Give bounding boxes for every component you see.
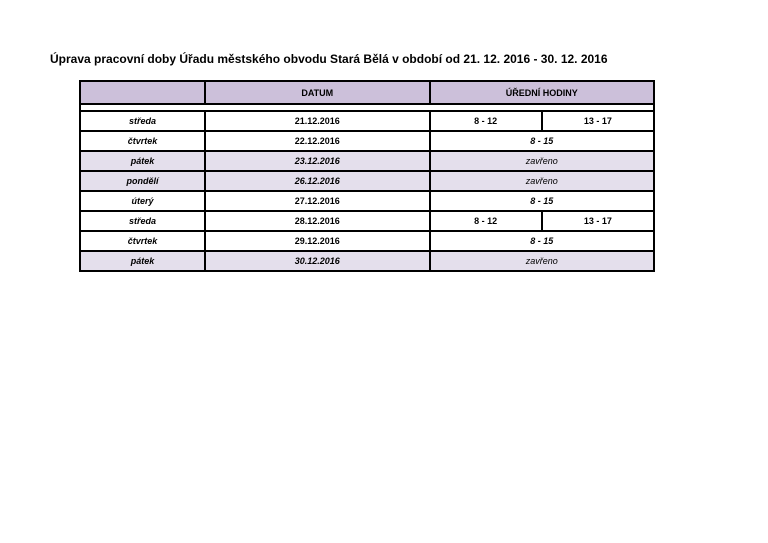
hours-cell: zavřeno — [430, 251, 655, 271]
day-cell: pátek — [80, 151, 205, 171]
date-cell: 29.12.2016 — [205, 231, 429, 251]
day-cell: čtvrtek — [80, 231, 205, 251]
table-header-row — [80, 81, 654, 104]
table-row — [80, 211, 654, 231]
hours-afternoon-cell: 13 - 17 — [542, 111, 654, 131]
table-row — [80, 191, 654, 211]
day-cell: pátek — [80, 251, 205, 271]
header-hours-cell: ÚŘEDNÍ HODINY — [430, 81, 655, 104]
office-hours-table — [79, 80, 655, 272]
hours-cell: 8 - 15 — [430, 131, 655, 151]
date-cell: 28.12.2016 — [205, 211, 429, 231]
date-cell: 26.12.2016 — [205, 171, 429, 191]
hours-afternoon-cell: 13 - 17 — [542, 211, 654, 231]
hours-morning-cell: 8 - 12 — [430, 211, 542, 231]
hours-morning-cell: 8 - 12 — [430, 111, 542, 131]
day-cell: úterý — [80, 191, 205, 211]
header-date-cell: DATUM — [205, 81, 429, 104]
hours-cell: 8 - 15 — [430, 231, 655, 251]
hours-cell: 8 - 15 — [430, 191, 655, 211]
day-cell: pondělí — [80, 171, 205, 191]
hours-cell: zavřeno — [430, 151, 655, 171]
day-cell: středa — [80, 111, 205, 131]
table-row — [80, 131, 654, 151]
day-cell: středa — [80, 211, 205, 231]
date-cell: 27.12.2016 — [205, 191, 429, 211]
date-cell: 30.12.2016 — [205, 251, 429, 271]
table-spacer-row — [80, 104, 654, 111]
table-row — [80, 171, 654, 191]
table-row — [80, 151, 654, 171]
table-row — [80, 251, 654, 271]
page-title: Úprava pracovní doby Úřadu městského obvodu Stará Bělá v období od 21. 12. 2016 - 30. 12. 2016 — [50, 52, 608, 66]
table-row — [80, 231, 654, 251]
day-cell: čtvrtek — [80, 131, 205, 151]
date-cell: 22.12.2016 — [205, 131, 429, 151]
header-day-cell — [80, 81, 205, 104]
date-cell: 21.12.2016 — [205, 111, 429, 131]
hours-cell: zavřeno — [430, 171, 655, 191]
table-row — [80, 111, 654, 131]
date-cell: 23.12.2016 — [205, 151, 429, 171]
